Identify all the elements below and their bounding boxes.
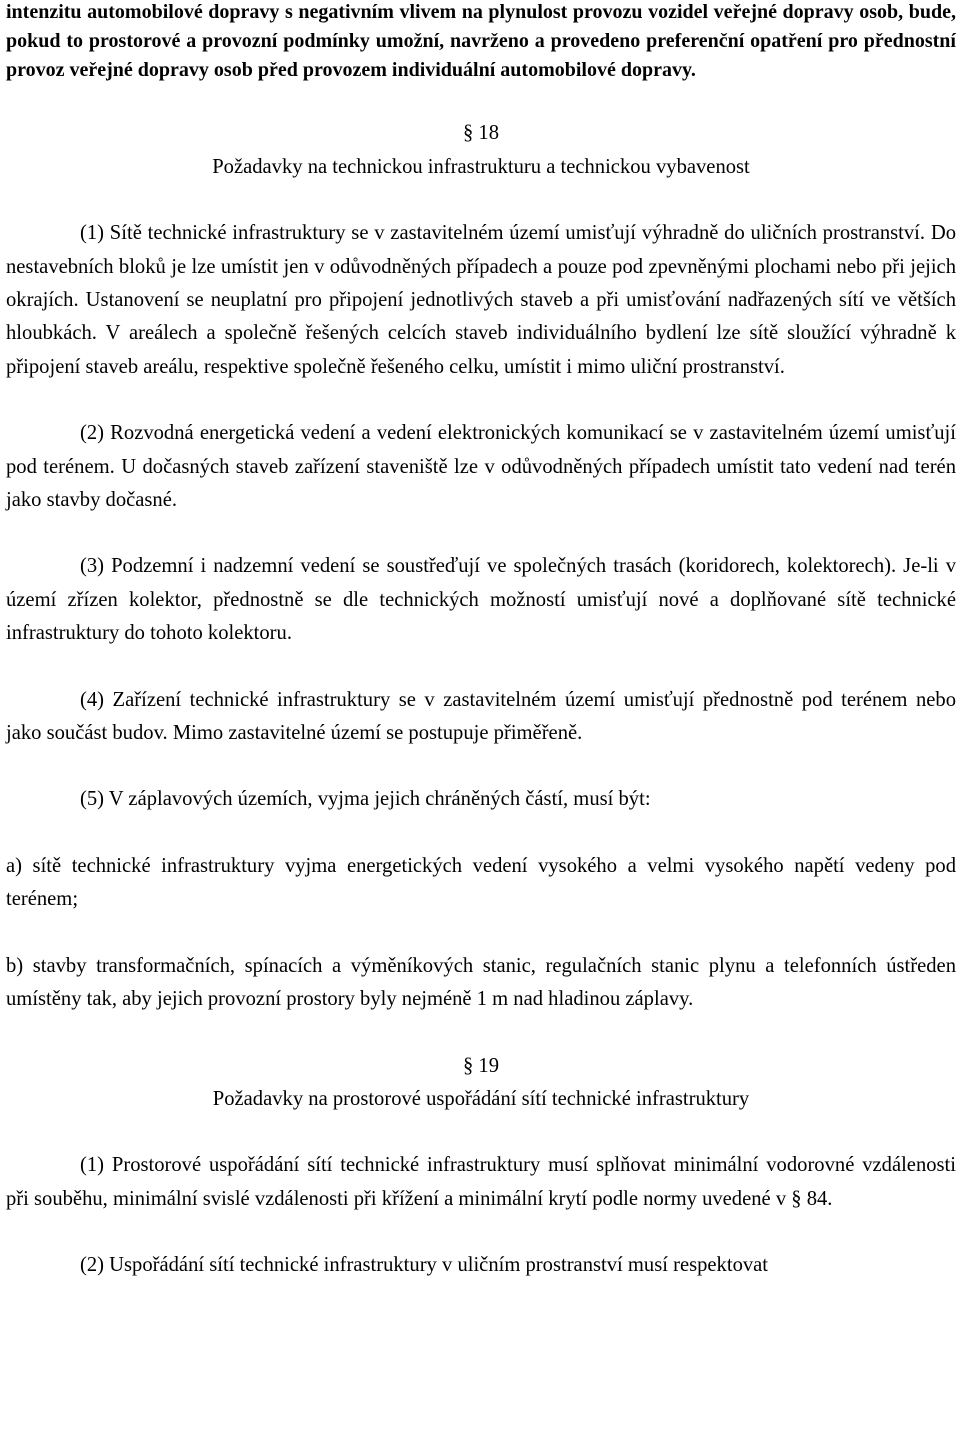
section-18-title: Požadavky na technickou infrastrukturu a technickou vybavenost	[212, 155, 750, 178]
section-18-number: § 18	[462, 122, 500, 145]
section-18-paragraph-3: (3) Podzemní i nadzemní vedení se soustřeďují ve společných trasách (koridorech, kolektorech). Je-li v území zřízen kolektor, přednostně se dle technických možností umisťují nové a doplňované sítě technické infrastruktury do tohoto kolektoru.	[6, 555, 956, 645]
section-18-paragraph-1: (1) Sítě technické infrastruktury se v zastavitelném území umisťují výhradně do uličních prostranství. Do nestavebních bloků je lze umístit jen v odůvodněných případech a pouze pod zpevněnými plochami nebo při jejich okrajích. Ustanovení se neuplatní pro připojení jednotlivých staveb a při umisťování nadřazených sítí ve větších hloubkách. V areálech a společně řešených celcích staveb individuálního bydlení lze sítě sloužící výhradně k připojení staveb areálu, respektive společně řešeného celku, umístit i mimo uliční prostranství.	[6, 222, 956, 378]
section-19-number: § 19	[462, 1054, 500, 1077]
section-19-paragraph-1: (1) Prostorové uspořádání sítí technické infrastruktury musí splňovat minimální vodorovné vzdálenosti při souběhu, minimální svislé vzdálenosti při křížení a minimální krytí podle normy uvedené v § 84.	[6, 1154, 956, 1210]
section-19-title: Požadavky na prostorové uspořádání sítí technické infrastruktury	[212, 1087, 750, 1110]
section-18-paragraph-5: (5) V záplavových územích, vyjma jejich chráněných částí, musí být:	[80, 788, 651, 811]
section-18-paragraph-2: (2) Rozvodná energetická vedení a vedení elektronických komunikací se v zastavitelném území umisťují pod terénem. U dočasných staveb zařízení staveniště lze v odůvodněných případech umístit tato vedení nad terén jako stavby dočasné.	[6, 422, 956, 512]
section-18-item-b: b) stavby transformačních, spínacích a výměníkových stanic, regulačních stanic plynu a telefonních ústředen umístěny tak, aby jejich provozní prostory byly nejméně 1 m nad hladinou záplavy.	[6, 954, 956, 1011]
section-19-paragraph-2: (2) Uspořádání sítí technické infrastruktury v uličním prostranství musí respektovat	[80, 1254, 769, 1277]
section-18-paragraph-4: (4) Zařízení technické infrastruktury se v zastavitelném území umisťují přednostně pod terénem nebo jako součást budov. Mimo zastavitelné území se postupuje přiměřeně.	[6, 688, 956, 745]
section-18-item-a: a) sítě technické infrastruktury vyjma energetických vedení vysokého a velmi vysokého napětí vedeny pod terénem;	[6, 854, 956, 911]
intro-paragraph: intenzitu automobilové dopravy s negativním vlivem na plynulost provozu vozidel veřejné dopravy osob, bude, pokud to prostorové a provozní podmínky umožní, navrženo a provedeno preferenční opatření pro přednostní provoz veřejné dopravy osob před provozem individuální automobilové dopravy.	[6, 1, 956, 81]
document-page	[6, 0, 956, 1283]
